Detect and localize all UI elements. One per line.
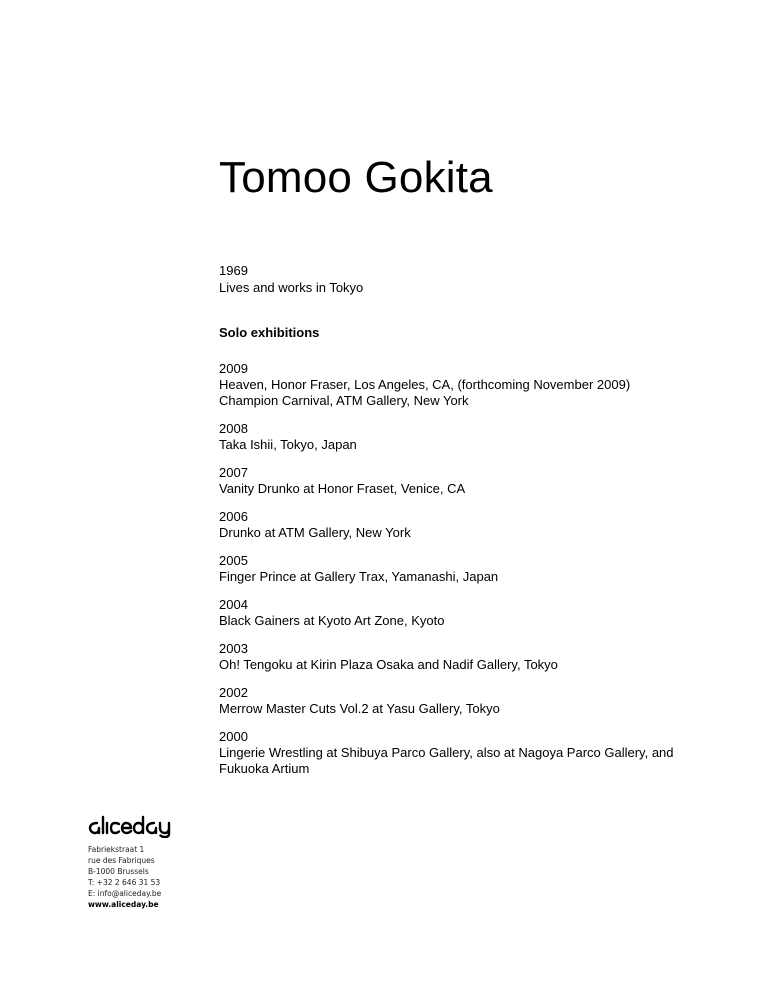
exhibition-year-block	[219, 641, 679, 673]
gallery-address	[88, 844, 208, 910]
exhibition-entry: Champion Carnival, ATM Gallery, New York	[219, 393, 469, 408]
address-line: B-1000 Brussels	[88, 867, 149, 876]
exhibition-entry: Lingerie Wrestling at Shibuya Parco Gallery, also at Nagoya Parco Gallery, and Fukuoka Artium	[219, 745, 674, 776]
address-line: rue des Fabriques	[88, 856, 155, 865]
email-line: E: info@aliceday.be	[88, 889, 162, 898]
exhibition-entry: Oh! Tengoku at Kirin Plaza Osaka and Nadif Gallery, Tokyo	[219, 657, 558, 672]
exhibition-list	[219, 361, 679, 789]
aliceday-logo	[88, 814, 176, 838]
exhibition-entry: Taka Ishii, Tokyo, Japan	[219, 437, 357, 452]
exhibition-year: 2004	[219, 597, 248, 612]
exhibition-year-block	[219, 421, 679, 453]
exhibition-entry: Drunko at ATM Gallery, New York	[219, 525, 411, 540]
exhibition-year: 2005	[219, 553, 248, 568]
exhibition-year: 2006	[219, 509, 248, 524]
gallery-footer	[88, 814, 208, 910]
section-heading-solo-exhibitions: Solo exhibitions	[219, 325, 320, 340]
exhibition-year: 2000	[219, 729, 248, 744]
artist-bio	[219, 262, 363, 296]
exhibition-year: 2003	[219, 641, 248, 656]
exhibition-entry: Black Gainers at Kyoto Art Zone, Kyoto	[219, 613, 445, 628]
exhibition-year-block	[219, 597, 679, 629]
exhibition-year-block	[219, 729, 679, 777]
birth-year: 1969	[219, 263, 248, 278]
exhibition-entry: Merrow Master Cuts Vol.2 at Yasu Gallery, Tokyo	[219, 701, 500, 716]
exhibition-year-block	[219, 509, 679, 541]
exhibition-year-block	[219, 361, 679, 409]
phone-line: T: +32 2 646 31 53	[88, 878, 161, 887]
exhibition-year: 2008	[219, 421, 248, 436]
exhibition-year: 2009	[219, 361, 248, 376]
exhibition-year: 2007	[219, 465, 248, 480]
residence: Lives and works in Tokyo	[219, 280, 364, 295]
exhibition-year-block	[219, 553, 679, 585]
website-link[interactable]: www.aliceday.be	[88, 900, 159, 909]
page-title: Tomoo Gokita	[219, 153, 493, 202]
address-line: Fabriekstraat 1	[88, 845, 145, 854]
exhibition-year-block	[219, 465, 679, 497]
exhibition-entry: Vanity Drunko at Honor Fraset, Venice, CA	[219, 481, 466, 496]
exhibition-entry: Finger Prince at Gallery Trax, Yamanashi, Japan	[219, 569, 499, 584]
exhibition-entry: Heaven, Honor Fraser, Los Angeles, CA, (forthcoming November 2009)	[219, 377, 631, 392]
exhibition-year-block	[219, 685, 679, 717]
exhibition-year: 2002	[219, 685, 248, 700]
